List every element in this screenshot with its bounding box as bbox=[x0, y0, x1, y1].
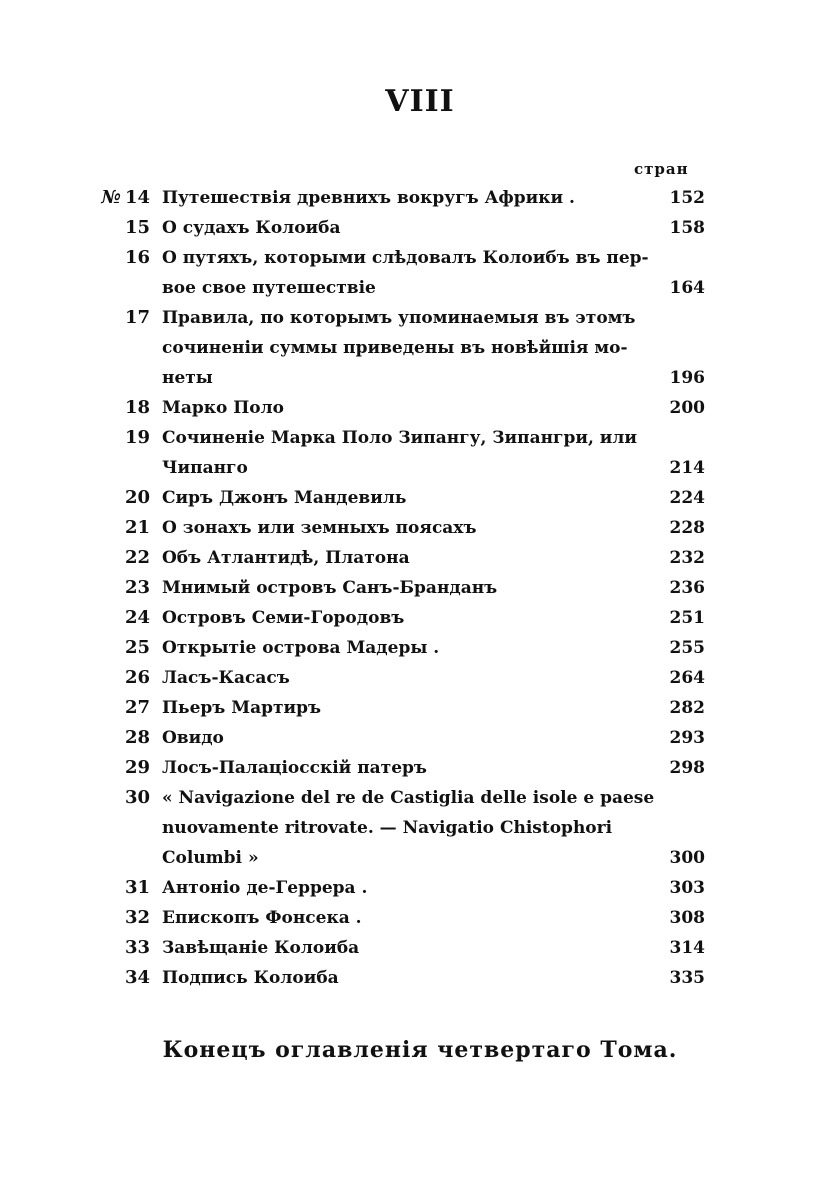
toc-entry-number-value: 16 bbox=[124, 247, 150, 268]
toc-entry-page: 282 bbox=[669, 698, 705, 718]
toc-entry-title bbox=[162, 543, 665, 573]
toc-entry-title-line: Сиръ Джонъ Мандевиль bbox=[162, 488, 407, 508]
toc-entry-title bbox=[162, 753, 665, 783]
toc-entry-title bbox=[162, 873, 665, 903]
toc-entry-number-value: 31 bbox=[124, 877, 150, 898]
toc-entry-page: 293 bbox=[669, 728, 705, 748]
toc-entry-number-value: 33 bbox=[124, 937, 150, 958]
toc-entry-title bbox=[162, 213, 665, 243]
toc-entry-number-value: 17 bbox=[124, 307, 150, 328]
toc-entry-number bbox=[100, 903, 162, 933]
toc-entry-number-value: 26 bbox=[124, 667, 150, 688]
toc-entry-title bbox=[162, 303, 665, 393]
toc-entry-number-value: 34 bbox=[124, 967, 150, 988]
toc-entry-number bbox=[100, 213, 162, 243]
toc-entry-number-value: 15 bbox=[124, 217, 150, 238]
toc-entry-number bbox=[100, 723, 162, 753]
toc-entry-title-line: О зонахъ или земныхъ поясахъ bbox=[162, 518, 477, 538]
toc-entry bbox=[100, 243, 705, 303]
toc-entry-title bbox=[162, 963, 665, 993]
toc-entry-page: 308 bbox=[669, 908, 705, 928]
toc-entry-page: 200 bbox=[669, 398, 705, 418]
end-of-contents-note: Конецъ оглавленія четвертаго Тома. bbox=[162, 1037, 678, 1063]
toc-entry-number-value: 32 bbox=[124, 907, 150, 928]
toc-entry bbox=[100, 393, 705, 423]
toc-entry-title-line: Лосъ-Палаціосскій патеръ bbox=[162, 758, 427, 778]
toc-entry-title-line: сочиненіи суммы приведены въ новѣйшія мо- bbox=[162, 338, 628, 358]
toc-entry-number-value: 24 bbox=[124, 607, 150, 628]
toc-entry-page: 152 bbox=[669, 188, 705, 208]
toc-entry bbox=[100, 573, 705, 603]
toc-entry-number bbox=[100, 243, 162, 273]
toc-entry-number-value: 30 bbox=[124, 787, 150, 808]
toc-entry-title bbox=[162, 903, 665, 933]
toc-entry-title bbox=[162, 483, 665, 513]
toc-entry-title bbox=[162, 393, 665, 423]
toc-entry-number-value: 20 bbox=[124, 487, 150, 508]
toc-entry-title bbox=[162, 603, 665, 633]
toc-entry-title bbox=[162, 633, 665, 663]
toc-entry-page: 264 bbox=[669, 668, 705, 688]
toc-entry-page: 236 bbox=[669, 578, 705, 598]
toc-entry-number-value: 25 bbox=[124, 637, 150, 658]
toc-entry-number-value: 14 bbox=[124, 187, 150, 208]
toc-entry-title bbox=[162, 513, 665, 543]
toc-entry bbox=[100, 423, 705, 483]
toc-entry-title bbox=[162, 933, 665, 963]
toc-entry bbox=[100, 723, 705, 753]
toc-entry-title-line: « Navigazione del re de Castiglia delle isole e paese bbox=[162, 788, 655, 808]
toc-entry bbox=[100, 633, 705, 663]
toc-entry-number bbox=[100, 693, 162, 723]
toc-entry bbox=[100, 213, 705, 243]
page-number: VIII bbox=[385, 84, 455, 119]
toc-entry-page: 224 bbox=[669, 488, 705, 508]
toc-entry-number bbox=[100, 933, 162, 963]
toc-entry-title-line: Пьеръ Мартиръ bbox=[162, 698, 322, 718]
toc-entry-title-line: nuovamente ritrovate. — Navigatio Chistophori bbox=[162, 818, 613, 838]
toc-entry-title-line: Подпись Колоиба bbox=[162, 968, 339, 988]
toc-entry bbox=[100, 513, 705, 543]
toc-entry bbox=[100, 873, 705, 903]
toc-entry-title bbox=[162, 693, 665, 723]
toc-entry-number-value: 29 bbox=[124, 757, 150, 778]
toc-entry-number bbox=[100, 423, 162, 453]
toc-entry-title-line: неты bbox=[162, 368, 213, 388]
toc-entry-title-line: Сочиненіе Марка Поло Зипангу, Зипангри, или bbox=[162, 428, 638, 448]
toc-entry-number bbox=[100, 603, 162, 633]
toc-entry-title-line: Чипанго bbox=[162, 458, 248, 478]
toc-entry-title bbox=[162, 423, 665, 483]
toc-entry-title-line: Антоніо де-Геррера . bbox=[162, 878, 368, 898]
toc-entry-page: 196 bbox=[669, 368, 705, 388]
toc-entry-number bbox=[100, 513, 162, 543]
toc-entry bbox=[100, 693, 705, 723]
toc-entry-number bbox=[100, 963, 162, 993]
toc-entry-title-line: О судахъ Колоиба bbox=[162, 218, 341, 238]
toc-entry-title-line: Завѣщаніе Колоиба bbox=[162, 938, 360, 958]
toc-entry-title-line: Объ Атлантидѣ, Платона bbox=[162, 548, 410, 568]
toc-entry-number bbox=[100, 483, 162, 513]
toc-entry-title bbox=[162, 183, 665, 213]
table-of-contents bbox=[100, 183, 705, 993]
toc-entry-title-line: Овидо bbox=[162, 728, 224, 748]
toc-entry-number-value: 28 bbox=[124, 727, 150, 748]
toc-entry-title-line: вое свое путешествіе bbox=[162, 278, 376, 298]
toc-entry-number bbox=[100, 393, 162, 423]
toc-entry-number bbox=[100, 543, 162, 573]
toc-entry-title-line: Правила, по которымъ упоминаемыя въ этомъ bbox=[162, 308, 636, 328]
toc-entry-title-line: Островъ Семи-Городовъ bbox=[162, 608, 405, 628]
toc-entry bbox=[100, 903, 705, 933]
toc-entry-number-value: 22 bbox=[124, 547, 150, 568]
toc-entry-page: 164 bbox=[669, 278, 705, 298]
toc-entry-page: 298 bbox=[669, 758, 705, 778]
toc-entry-number bbox=[100, 753, 162, 783]
toc-entry-number-value: 21 bbox=[124, 517, 150, 538]
toc-entry bbox=[100, 483, 705, 513]
toc-entry bbox=[100, 963, 705, 993]
toc-entry bbox=[100, 933, 705, 963]
toc-entry bbox=[100, 783, 705, 873]
toc-entry-page: 232 bbox=[669, 548, 705, 568]
toc-entry-number-value: 19 bbox=[124, 427, 150, 448]
toc-entry-number bbox=[100, 783, 162, 813]
toc-entry-number-value: 18 bbox=[124, 397, 150, 418]
toc-entry-number-value: 27 bbox=[124, 697, 150, 718]
toc-entry bbox=[100, 753, 705, 783]
toc-entry-number bbox=[100, 663, 162, 693]
toc-entry-page: 255 bbox=[669, 638, 705, 658]
toc-entry-title-line: Columbi » bbox=[162, 848, 259, 868]
toc-entry-title bbox=[162, 243, 665, 303]
toc-entry-page: 214 bbox=[669, 458, 705, 478]
toc-entry-title-line: Путешествія древнихъ вокругъ Африки . bbox=[162, 188, 575, 208]
toc-entry-page: 251 bbox=[669, 608, 705, 628]
toc-entry-page: 300 bbox=[669, 848, 705, 868]
page-column-label: стран bbox=[634, 160, 689, 178]
toc-entry-page: 158 bbox=[669, 218, 705, 238]
toc-entry-title bbox=[162, 663, 665, 693]
toc-entry-title-line: Открытіе острова Мадеры . bbox=[162, 638, 440, 658]
toc-entry-title-line: Марко Поло bbox=[162, 398, 284, 418]
number-sign: № bbox=[101, 187, 121, 208]
toc-entry-number bbox=[100, 633, 162, 663]
toc-entry bbox=[100, 603, 705, 633]
toc-entry bbox=[100, 543, 705, 573]
toc-entry-title bbox=[162, 723, 665, 753]
toc-entry-page: 335 bbox=[669, 968, 705, 988]
toc-entry-page: 314 bbox=[669, 938, 705, 958]
toc-entry-number-value: 23 bbox=[124, 577, 150, 598]
toc-entry-number bbox=[100, 873, 162, 903]
toc-entry-number bbox=[100, 573, 162, 603]
toc-entry-title-line: О путяхъ, которыми слѣдовалъ Колоибъ въ пер- bbox=[162, 248, 649, 268]
toc-entry-title-line: Ласъ-Касасъ bbox=[162, 668, 290, 688]
toc-entry bbox=[100, 303, 705, 393]
toc-entry-page: 303 bbox=[669, 878, 705, 898]
toc-entry-title-line: Мнимый островъ Санъ-Бранданъ bbox=[162, 578, 498, 598]
toc-entry bbox=[100, 663, 705, 693]
toc-entry-title bbox=[162, 783, 665, 873]
toc-entry bbox=[100, 183, 705, 213]
toc-entry-number bbox=[100, 303, 162, 333]
toc-entry-page: 228 bbox=[669, 518, 705, 538]
toc-entry-number bbox=[100, 183, 162, 213]
toc-entry-title bbox=[162, 573, 665, 603]
toc-entry-title-line: Епископъ Фонсека . bbox=[162, 908, 362, 928]
